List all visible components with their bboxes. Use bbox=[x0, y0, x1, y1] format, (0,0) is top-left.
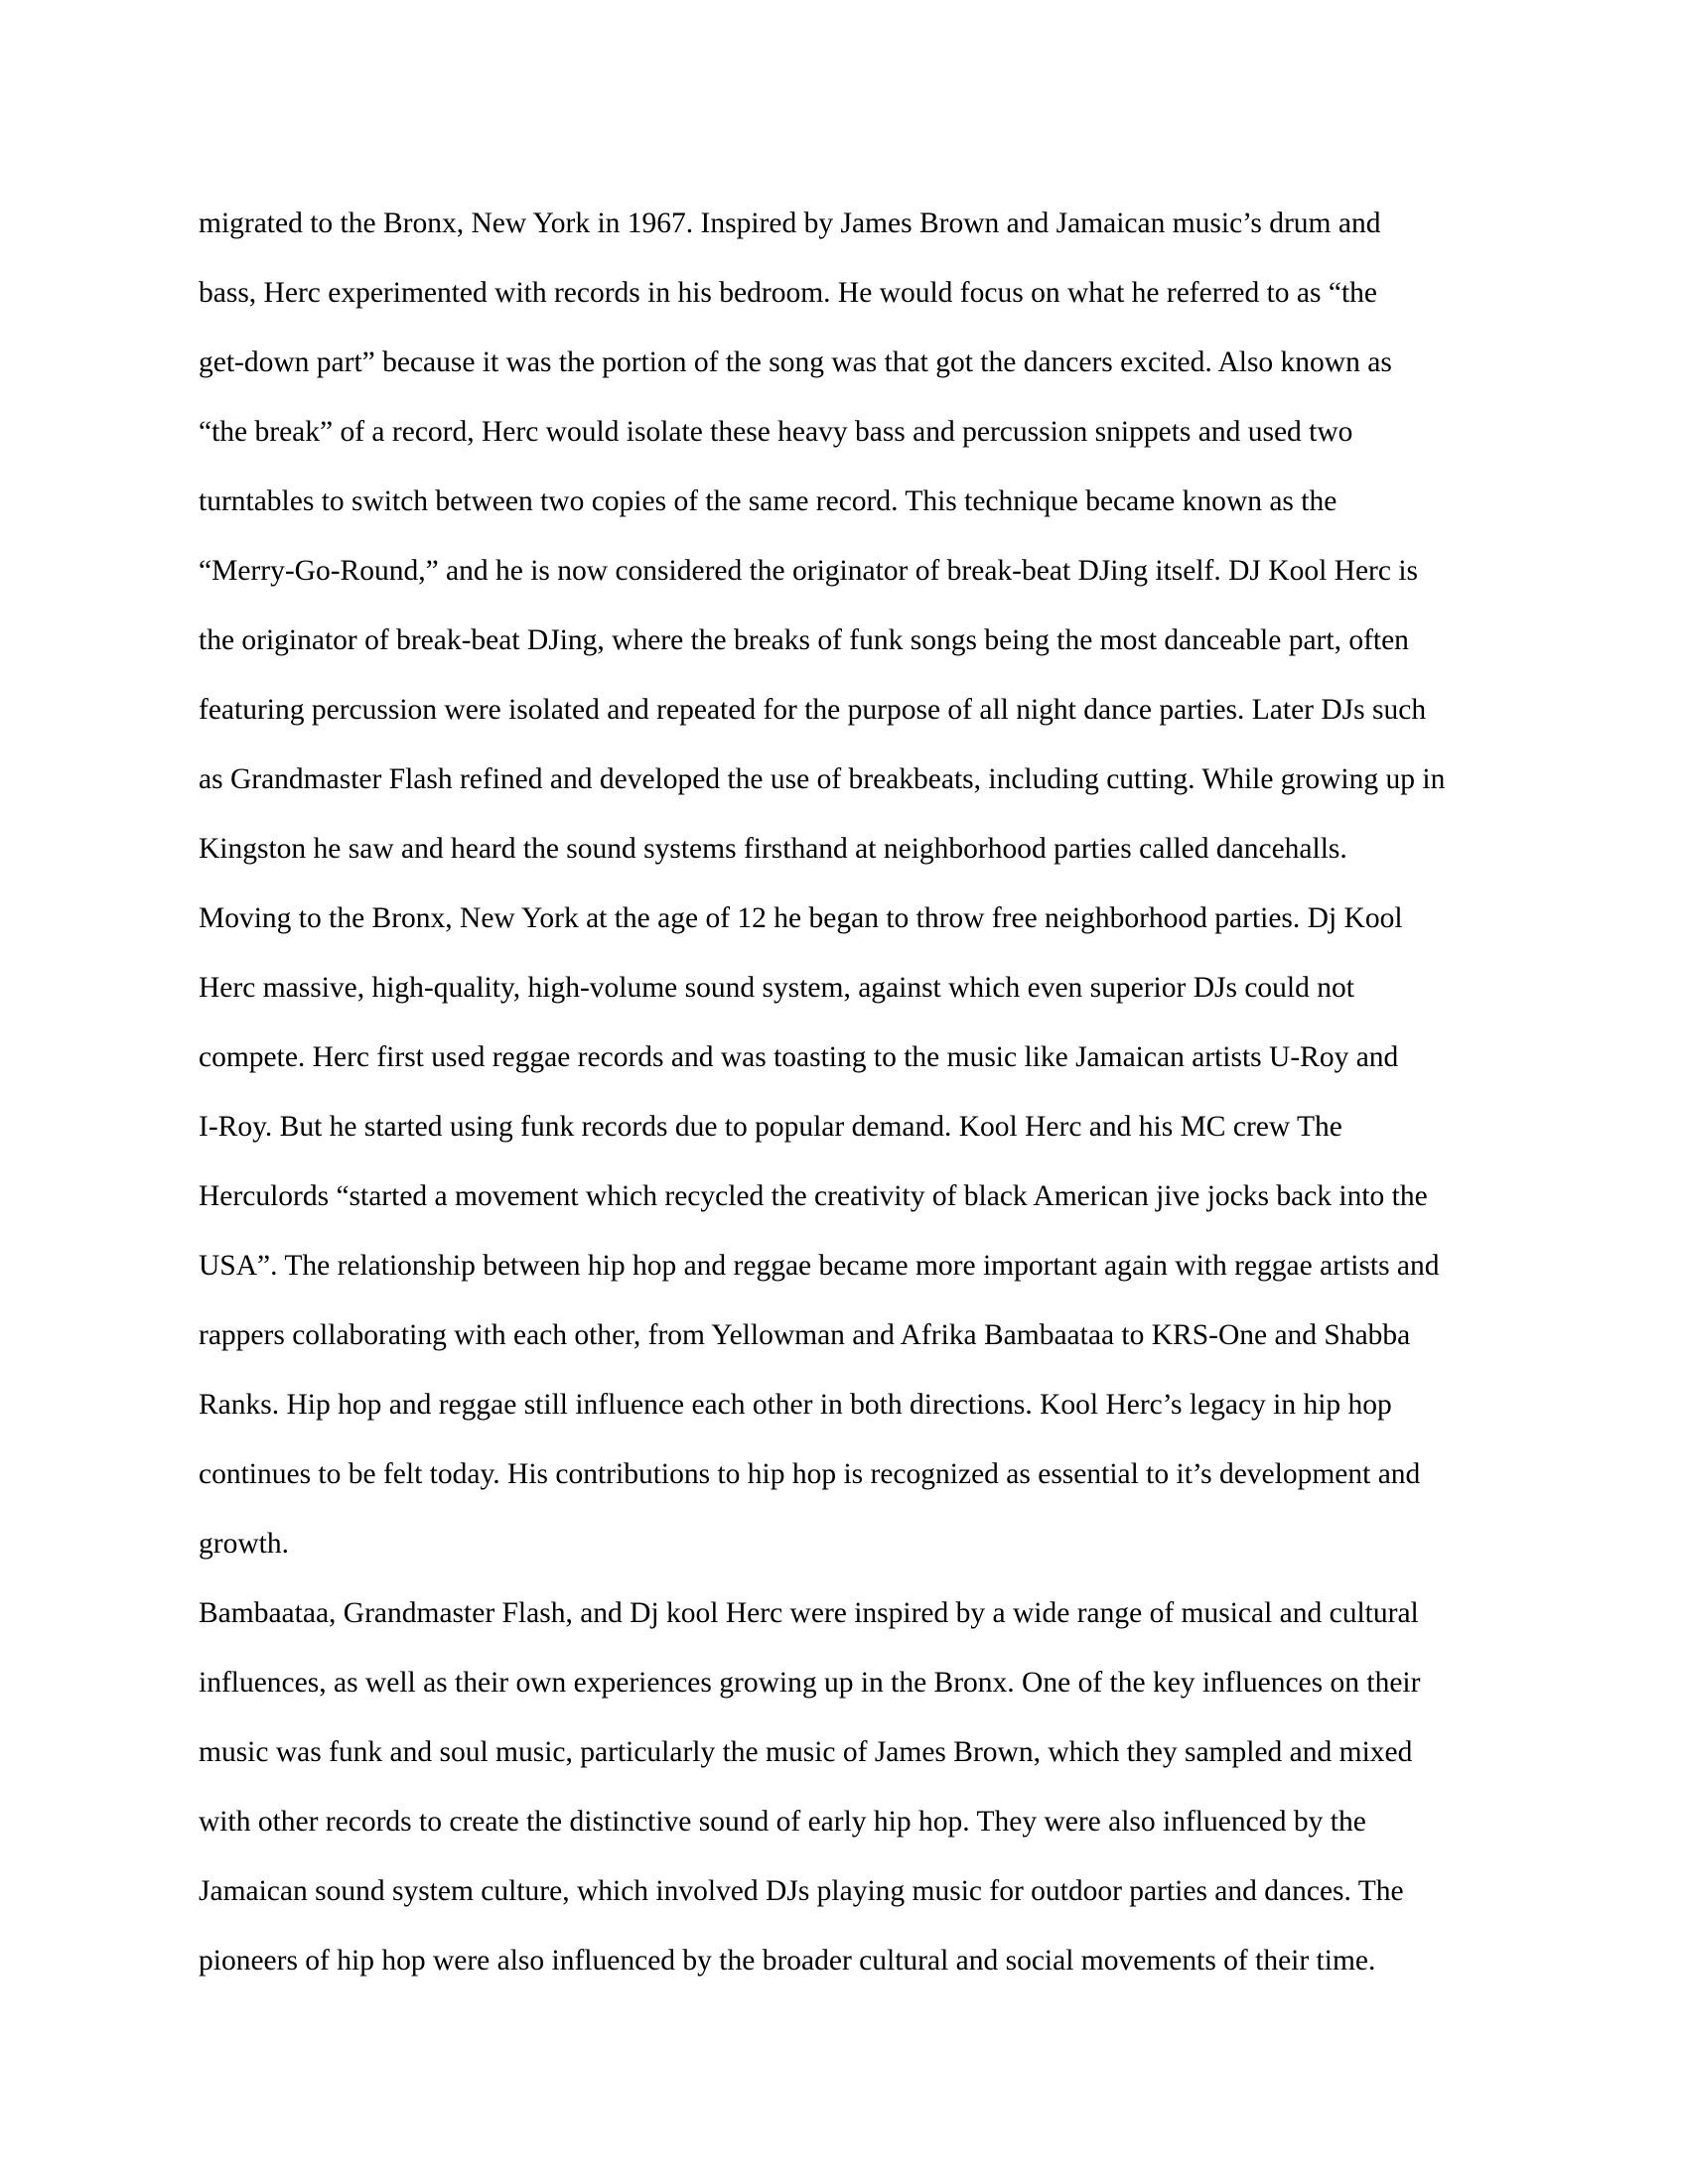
text-line: compete. Herc first used reggae records and was toasting to the music like Jamaican artists U-Roy and bbox=[199, 1041, 1399, 1073]
text-line: continues to be felt today. His contributions to hip hop is recognized as essential to it’s development and bbox=[199, 1458, 1421, 1490]
text-line: pioneers of hip hop were also influenced by the broader cultural and social movements of their time. bbox=[199, 1945, 1376, 1977]
text-line: music was funk and soul music, particularly the music of James Brown, which they sampled and mixed bbox=[199, 1736, 1413, 1768]
text-line: with other records to create the distinctive sound of early hip hop. They were also influenced by the bbox=[199, 1806, 1366, 1838]
body-text bbox=[199, 189, 1489, 1995]
text-line: Herc massive, high-quality, high-volume sound system, against which even superior DJs could not bbox=[199, 972, 1354, 1004]
text-line: I-Roy. But he started using funk records due to popular demand. Kool Herc and his MC crew The bbox=[199, 1111, 1342, 1143]
text-line: “Merry-Go-Round,” and he is now considered the originator of break-beat DJing itself. DJ Kool Herc is bbox=[199, 555, 1419, 587]
text-line: Moving to the Bronx, New York at the age of 12 he began to throw free neighborhood parties. Dj Kool bbox=[199, 902, 1403, 934]
text-line: bass, Herc experimented with records in his bedroom. He would focus on what he referred to as “the bbox=[199, 277, 1377, 309]
text-line: growth. bbox=[199, 1528, 289, 1560]
text-line: featuring percussion were isolated and repeated for the purpose of all night dance parties. Later DJs such bbox=[199, 694, 1427, 726]
text-line: influences, as well as their own experiences growing up in the Bronx. One of the key influences on their bbox=[199, 1667, 1421, 1699]
text-line: turntables to switch between two copies of the same record. This technique became known as the bbox=[199, 485, 1337, 517]
text-line: rappers collaborating with each other, from Yellowman and Afrika Bambaataa to KRS-One and Shabba bbox=[199, 1319, 1411, 1351]
text-line: as Grandmaster Flash refined and developed the use of breakbeats, including cutting. While growing up in bbox=[199, 763, 1446, 795]
text-line: Kingston he saw and heard the sound systems firsthand at neighborhood parties called dancehalls. bbox=[199, 833, 1347, 865]
text-line: Ranks. Hip hop and reggae still influence each other in both directions. Kool Herc’s legacy in hip hop bbox=[199, 1389, 1392, 1421]
text-line: get-down part” because it was the portion of the song was that got the dancers excited. Also known as bbox=[199, 346, 1392, 378]
text-line: Bambaataa, Grandmaster Flash, and Dj kool Herc were inspired by a wide range of musical and cultural bbox=[199, 1597, 1419, 1629]
text-line: the originator of break-beat DJing, where the breaks of funk songs being the most danceable part, often bbox=[199, 624, 1409, 656]
text-line: Jamaican sound system culture, which involved DJs playing music for outdoor parties and dances. The bbox=[199, 1875, 1404, 1907]
text-line: “the break” of a record, Herc would isolate these heavy bass and percussion snippets and used two bbox=[199, 416, 1353, 448]
text-line: Herculords “started a movement which recycled the creativity of black American jive jocks back into the bbox=[199, 1180, 1428, 1212]
text-line: migrated to the Bronx, New York in 1967. Inspired by James Brown and Jamaican music’s drum and bbox=[199, 207, 1381, 239]
text-line: USA”. The relationship between hip hop and reggae became more important again with reggae artists and bbox=[199, 1250, 1440, 1282]
